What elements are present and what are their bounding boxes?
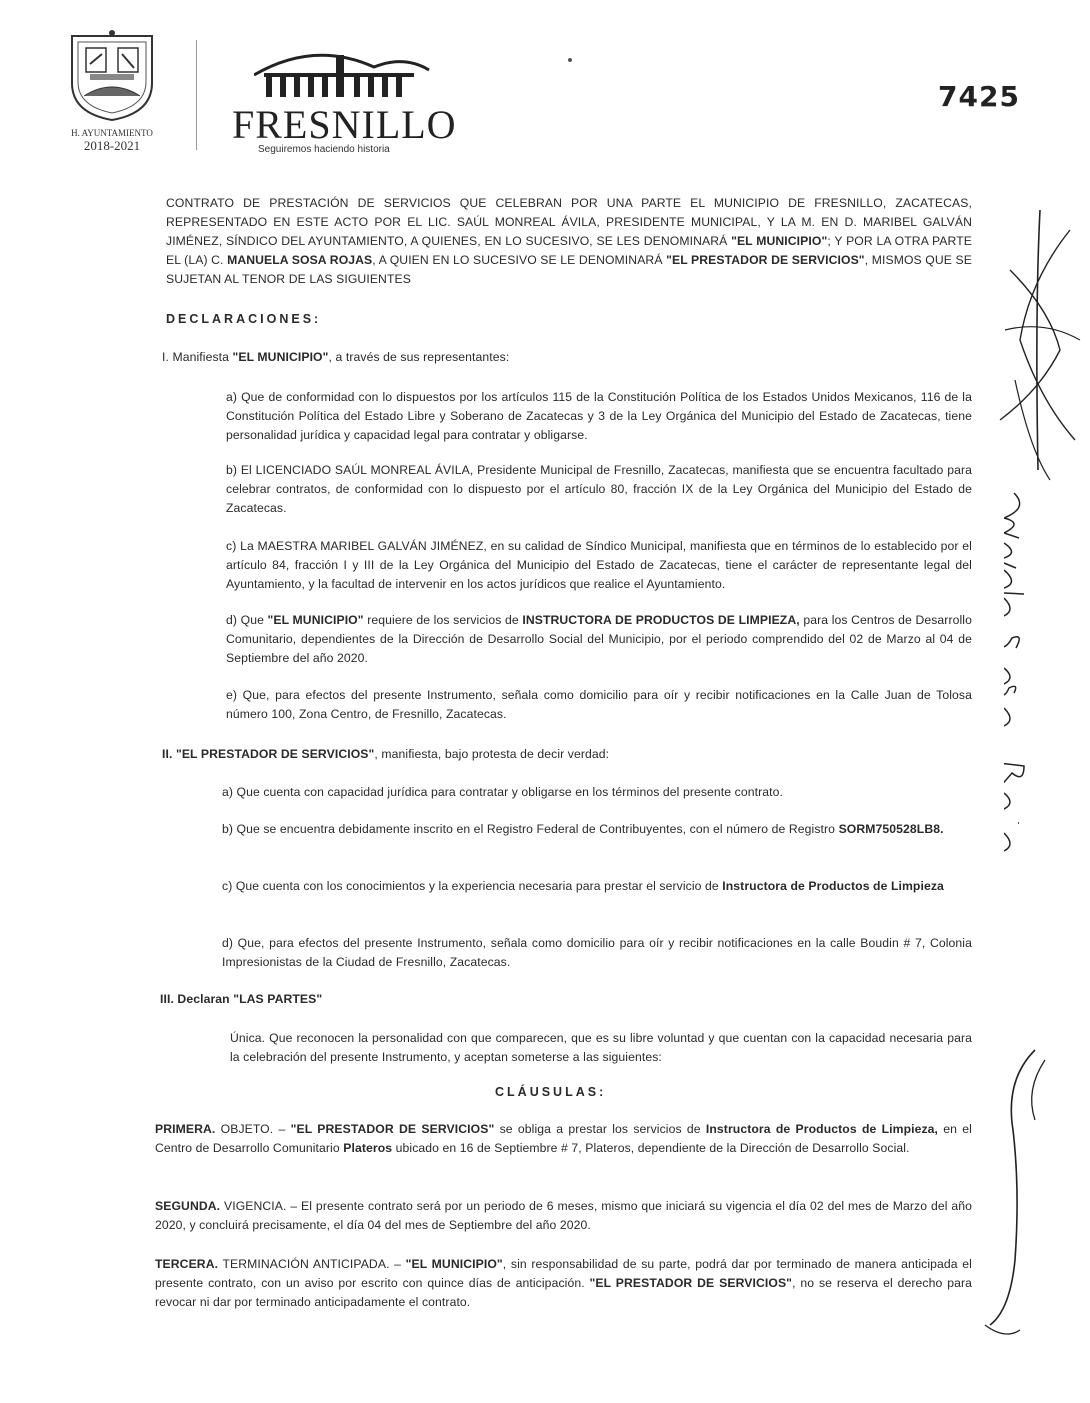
sec1-item-b: b) El LICENCIADO SAÚL MONREAL ÁVILA, Presidente Municipal de Fresnillo, Zacatecas, manifiesta que se encuentra facultado para celebrar contratos, de conformidad con lo dispuesto por el artículo 80, fracción IX de la Ley Orgánica del Municipio del Estado de Zacatecas. bbox=[226, 463, 972, 515]
intro-text: , MISMOS QUE SE SUJETAN AL TENOR DE LAS SIGUIENTES bbox=[166, 253, 972, 286]
section-3-heading bbox=[160, 990, 322, 1009]
brand-slogan: Seguiremos haciendo historia bbox=[258, 144, 390, 155]
sec1-text: I. Manifiesta bbox=[162, 350, 233, 364]
clause-prestador: "EL PRESTADOR DE SERVICIOS" bbox=[589, 1276, 793, 1290]
intro-text: ; Y POR LA OTRA PARTE EL (LA) C. bbox=[166, 234, 972, 267]
city-skyline-icon bbox=[254, 45, 434, 100]
sec2-prestador: II. "EL PRESTADOR DE SERVICIOS" bbox=[162, 747, 375, 761]
clause-location: Plateros bbox=[343, 1141, 393, 1155]
clause-text: en el Centro de Desarrollo Comunitario bbox=[155, 1122, 972, 1155]
scan-dot bbox=[568, 58, 572, 62]
seal-icon bbox=[62, 28, 162, 123]
clause-primera bbox=[155, 1120, 972, 1158]
sec2-item-a: a) Que cuenta con capacidad jurídica para contratar y obligarse en los términos del presente contrato. bbox=[222, 785, 783, 799]
clause-text: ubicado en 16 de Septiembre # 7, Plateros, dependiente de la Dirección de Desarrollo Social. bbox=[392, 1141, 910, 1155]
clause-label: PRIMERA. bbox=[155, 1122, 216, 1136]
declaraciones-heading: DECLARACIONES: bbox=[166, 312, 322, 326]
municipal-seal bbox=[62, 28, 162, 153]
clausulas-heading: CLÁUSULAS: bbox=[495, 1085, 607, 1099]
section-1-heading bbox=[162, 348, 972, 367]
sec3-unica: Única. Que reconocen la personalidad con que comparecen, que es su libre voluntad y que cuentan con la capacidad necesaria para la celebración del presente Instrumento, y aceptan someterse a las siguientes: bbox=[230, 1031, 972, 1064]
clause-tercera bbox=[155, 1255, 972, 1312]
seal-caption: H. AYUNTAMIENTO bbox=[71, 128, 153, 138]
rfc-number: SORM750528LB8. bbox=[838, 822, 944, 836]
brand-name: FRESNILLO bbox=[232, 102, 457, 147]
clause-text: TERMINACIÓN ANTICIPADA. – bbox=[218, 1257, 406, 1271]
sec1-item-c: c) La MAESTRA MARIBEL GALVÁN JIMÉNEZ, en su calidad de Síndico Municipal, manifiesta que en términos de lo establecido por el artículo 84, fracción I y III de la Ley Orgánica del Municipio del Estado de Zacatecas, tiene el carácter de representante legal del Ayuntamiento, y la facultad de intervenir en los actos jurídicos que realice el Ayuntamiento. bbox=[226, 539, 972, 591]
handwritten-name-signature bbox=[1004, 488, 1074, 898]
clause-text: , no se reserva el derecho para revocar ni dar por terminado anticipadamente el contrato. bbox=[155, 1276, 972, 1309]
fresnillo-logo bbox=[232, 45, 457, 155]
header-divider bbox=[196, 40, 197, 150]
section-2-heading bbox=[162, 745, 972, 764]
sec1-d-service: INSTRUCTORA DE PRODUCTOS DE LIMPIEZA, bbox=[522, 613, 800, 627]
clause-text: se obliga a prestar los servicios de bbox=[494, 1122, 706, 1136]
contract-intro bbox=[166, 194, 972, 289]
clause-municipio: "EL MUNICIPIO" bbox=[405, 1257, 503, 1271]
clause-text: , sin responsabilidad de su parte, podrá dar por terminado de manera anticipada el presente contrato, con un aviso por escrito con quince días de anticipación. bbox=[155, 1257, 972, 1290]
intro-prestador: "EL PRESTADOR DE SERVICIOS" bbox=[666, 253, 865, 267]
sec1-d-text: d) Que bbox=[226, 613, 268, 627]
sec2-b-text: b) Que se encuentra debidamente inscrito en el Registro Federal de Contribuyentes, con el número de Registro bbox=[222, 822, 839, 836]
sec2-text: , manifiesta, bajo protesta de decir verdad: bbox=[374, 747, 610, 761]
sec2-item-d: d) Que, para efectos del presente Instrumento, señala como domicilio para oír y recibir notificaciones en la calle Boudin # 7, Colonia Impresionistas de la Ciudad de Fresnillo, Zacatecas. bbox=[222, 936, 972, 969]
clause-text: OBJETO. – bbox=[215, 1122, 291, 1136]
sec2-item-c bbox=[222, 877, 972, 896]
sec1-item-e: e) Que, para efectos del presente Instrumento, señala como domicilio para oír y recibir notificaciones en la Calle Juan de Tolosa número 100, Zona Centro, de Fresnillo, Zacatecas. bbox=[226, 688, 972, 721]
intro-municipio: "EL MUNICIPIO" bbox=[731, 234, 828, 248]
intro-text: , A QUIEN EN LO SUCESIVO SE LE DENOMINARÁ bbox=[372, 253, 667, 267]
sec2-item-b bbox=[222, 820, 972, 839]
intro-text: CONTRATO DE PRESTACIÓN DE SERVICIOS QUE CELEBRAN POR UNA PARTE EL MUNICIPIO DE FRESNILLO, ZACATECAS, REPRESENTADO EN ESTE ACTO POR EL LIC. SAÚL MONREAL ÁVILA, PRESIDENTE MUNICIPAL, Y LA M. EN D. MARIBEL GALVÁN JIMÉNEZ, SÍNDICO DEL AYUNTAMIENTO, A QUIENES, EN LO SUCESIVO, SE LES DENOMINARÁ bbox=[166, 196, 972, 248]
document-number: 7425 bbox=[938, 80, 1020, 113]
clause-label: SEGUNDA. bbox=[155, 1199, 221, 1213]
sec1-d-text: requiere de los servicios de bbox=[363, 613, 523, 627]
sec1-municipio: "EL MUNICIPIO" bbox=[232, 350, 329, 364]
clause-prestador: "EL PRESTADOR DE SERVICIOS" bbox=[290, 1122, 495, 1136]
seal-years: 2018-2021 bbox=[83, 138, 141, 153]
clause-text: VIGENCIA. – El presente contrato será por un periodo de 6 meses, mismo que iniciará su vigencia el día 02 del mes de Marzo del año 2020, y concluirá precisamente, el día 04 del mes de Septiembre del año 2020. bbox=[155, 1199, 972, 1232]
sec1-d-text: para los Centros de Desarrollo Comunitario, dependientes de la Dirección de Desarrollo Social del Municipio, por el periodo comprendido del 02 de Marzo al 04 de Septiembre del año 2020. bbox=[226, 613, 972, 665]
clause-segunda bbox=[155, 1197, 972, 1235]
side-signature-icon bbox=[975, 1040, 1055, 1340]
intro-prestador-name: MANUELA SOSA ROJAS bbox=[227, 253, 373, 267]
sec1-item-a: a) Que de conformidad con lo dispuestos por los artículos 115 de la Constitución Política de los Estados Unidos Mexicanos, 116 de la Constitución Política del Estado Libre y Soberano de Zacatecas y 3 de la Ley Orgánica del Municipio del Estado de Zacatecas, tiene personalidad jurídica y capacidad legal para contratar y obligarse. bbox=[226, 390, 972, 442]
sec2-c-service: Instructora de Productos de Limpieza bbox=[722, 879, 944, 893]
sec1-d-municipio: "EL MUNICIPIO" bbox=[267, 613, 364, 627]
initials-signature-icon bbox=[990, 190, 1085, 490]
sec2-c-text: c) Que cuenta con los conocimientos y la experiencia necesaria para prestar el servicio de bbox=[222, 879, 723, 893]
sec1-text: , a través de sus representantes: bbox=[328, 350, 510, 364]
clause-service: Instructora de Productos de Limpieza, bbox=[705, 1122, 939, 1136]
clause-label: TERCERA. bbox=[155, 1257, 219, 1271]
sec3-partes: III. Declaran "LAS PARTES" bbox=[160, 992, 323, 1006]
sec1-item-d bbox=[226, 611, 972, 668]
